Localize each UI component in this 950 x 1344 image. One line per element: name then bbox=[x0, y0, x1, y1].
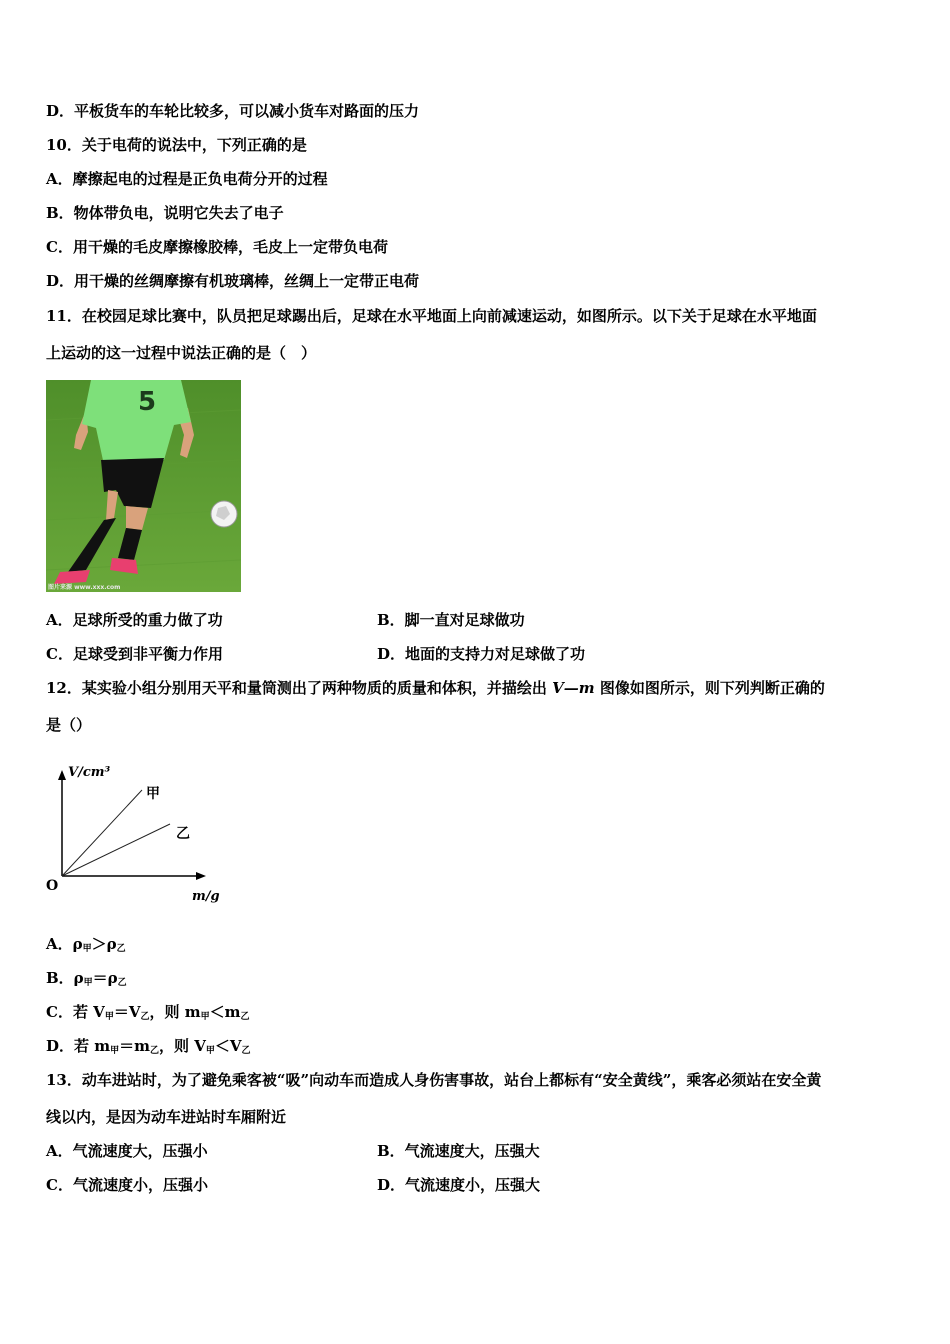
q12-stem-line2: 是（） bbox=[46, 716, 92, 734]
soccer-player-photo bbox=[46, 380, 241, 592]
q11-option-d: D．地面的支持力对足球做了功 bbox=[377, 645, 586, 663]
q10-option-d: D．用干燥的丝绸摩擦有机玻璃棒，丝绸上一定带正电荷 bbox=[46, 272, 420, 290]
q11-stem-line1: 11．在校园足球比赛中，队员把足球踢出后，足球在水平地面上向前减速运动，如图所示。以下关于足球在水平地面 bbox=[46, 307, 817, 325]
q12-d-sub1: 甲 bbox=[110, 1046, 120, 1056]
q12-stem-post: 图像如图所示，则下列判断正确的 bbox=[594, 679, 825, 697]
q10-stem: 10．关于电荷的说法中，下列正确的是 bbox=[46, 136, 307, 154]
q12-d-sub3: 甲 bbox=[205, 1046, 215, 1056]
graph-origin: O bbox=[46, 878, 59, 894]
q12-c-sub4: 乙 bbox=[240, 1012, 250, 1022]
q12-b-sub2: 乙 bbox=[117, 978, 127, 988]
graph-ylabel: V/cm³ bbox=[68, 765, 111, 780]
q12-c-text: C．若 V bbox=[46, 1003, 105, 1021]
q12-option-c bbox=[46, 1002, 250, 1027]
q12-d-m2: ，则 V bbox=[159, 1037, 206, 1055]
q12-a-sub2: 乙 bbox=[116, 944, 126, 954]
q12-c-m2: ，则 m bbox=[149, 1003, 201, 1021]
q11-option-a: A．足球所受的重力做了功 bbox=[46, 611, 223, 629]
graph-label-yi: 乙 bbox=[176, 826, 190, 842]
graph-label-jia: 甲 bbox=[146, 786, 160, 802]
q13-stem-line2: 线以内，是因为动车进站时车厢附近 bbox=[46, 1108, 287, 1126]
q11-stem-line2: 上运动的这一过程中说法正确的是（ ） bbox=[46, 344, 317, 362]
q10-option-c: C．用干燥的毛皮摩擦橡胶棒，毛皮上一定带负电荷 bbox=[46, 238, 388, 256]
q12-c-sub3: 甲 bbox=[200, 1012, 210, 1022]
line-yi bbox=[62, 824, 170, 876]
v-m-graph bbox=[40, 758, 240, 908]
q12-c-m3: ＜m bbox=[209, 1003, 241, 1021]
q10-option-a: A．摩擦起电的过程是正负电荷分开的过程 bbox=[46, 170, 328, 188]
q13-option-b: B．气流速度大，压强大 bbox=[377, 1142, 540, 1160]
q12-d-text: D．若 m bbox=[46, 1037, 111, 1055]
q11-option-c: C．足球受到非平衡力作用 bbox=[46, 645, 223, 663]
x-axis-arrow bbox=[196, 872, 206, 880]
q12-c-m1: ＝V bbox=[113, 1003, 141, 1021]
q12-d-m3: ＜V bbox=[214, 1037, 242, 1055]
q13-option-d: D．气流速度小，压强大 bbox=[377, 1176, 541, 1194]
y-axis-arrow bbox=[58, 770, 66, 780]
q12-option-d bbox=[46, 1036, 251, 1061]
q13-option-c: C．气流速度小，压强小 bbox=[46, 1176, 208, 1194]
q13-option-a: A．气流速度大，压强小 bbox=[46, 1142, 208, 1160]
jersey-number: 5 bbox=[138, 387, 157, 417]
q12-d-m1: ＝m bbox=[119, 1037, 150, 1055]
q12-stem-var: V—m bbox=[552, 679, 595, 697]
q12-d-sub4: 乙 bbox=[241, 1046, 251, 1056]
q12-b-mid: ＝ρ bbox=[92, 969, 118, 987]
photo-watermark: 图片来源 www.xxx.com bbox=[48, 584, 121, 591]
q12-a-mid: ＞ρ bbox=[91, 935, 117, 953]
graph-xlabel: m/g bbox=[192, 889, 220, 904]
q12-b-sub1: 甲 bbox=[83, 978, 93, 988]
q10-option-b: B．物体带负电，说明它失去了电子 bbox=[46, 204, 284, 222]
q12-stem-pre: 12．某实验小组分别用天平和量筒测出了两种物质的质量和体积，并描绘出 bbox=[46, 679, 553, 697]
q12-a-text: A．ρ bbox=[46, 935, 83, 953]
q12-c-sub2: 乙 bbox=[140, 1012, 150, 1022]
q12-option-a bbox=[46, 934, 126, 959]
q9-option-d: D．平板货车的车轮比较多，可以减小货车对路面的压力 bbox=[46, 102, 420, 120]
q12-stem-line1 bbox=[46, 678, 825, 698]
q11-option-b: B．脚一直对足球做功 bbox=[377, 611, 525, 629]
q12-c-sub1: 甲 bbox=[104, 1012, 114, 1022]
q12-d-sub2: 乙 bbox=[150, 1046, 160, 1056]
line-jia bbox=[62, 790, 142, 876]
q12-a-sub1: 甲 bbox=[82, 944, 92, 954]
q13-stem-line1: 13．动车进站时，为了避免乘客被“吸”向动车而造成人身伤害事故，站台上都标有“安全黄线”，乘客必须站在安全黄 bbox=[46, 1071, 822, 1089]
q12-b-text: B．ρ bbox=[46, 969, 84, 987]
q12-option-b bbox=[46, 968, 127, 993]
